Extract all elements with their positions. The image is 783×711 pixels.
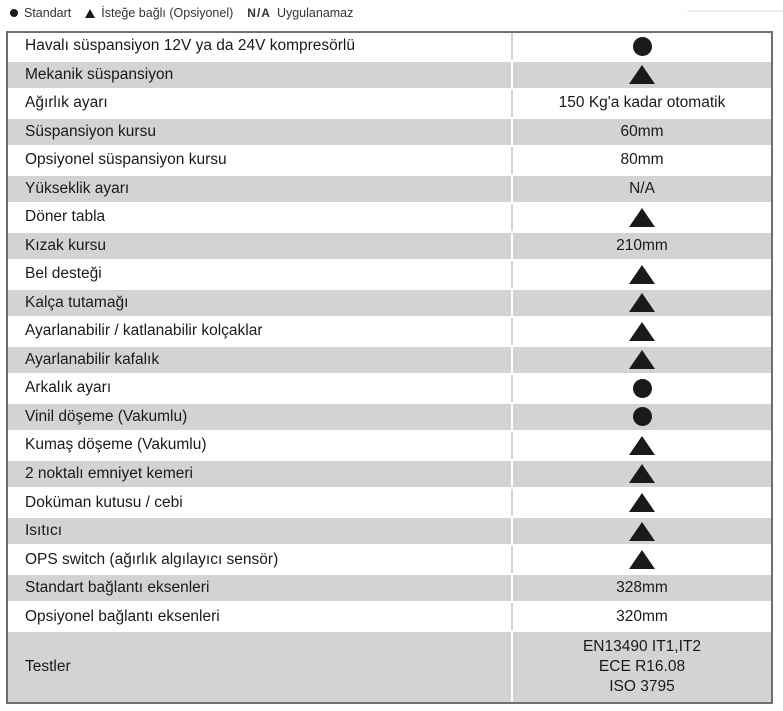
feature-label: Döner tabla bbox=[8, 203, 512, 232]
table-row bbox=[8, 346, 771, 375]
feature-label: Arkalık ayarı bbox=[8, 374, 512, 403]
legend-optional bbox=[85, 6, 233, 20]
feature-value: 328mm bbox=[512, 574, 771, 603]
feature-label: Standart bağlantı eksenleri bbox=[8, 574, 512, 603]
feature-label: OPS switch (ağırlık algılayıcı sensör) bbox=[8, 545, 512, 574]
feature-value bbox=[512, 403, 771, 432]
test-standard: ECE R16.08 bbox=[598, 657, 686, 675]
table-row bbox=[8, 260, 771, 289]
standard-circle-icon bbox=[633, 379, 652, 398]
spec-table-container bbox=[6, 31, 773, 704]
feature-label: Ayarlanabilir / katlanabilir kolçaklar bbox=[8, 317, 512, 346]
optional-triangle-icon bbox=[629, 350, 655, 369]
standard-circle-icon bbox=[633, 37, 652, 56]
tests-row bbox=[8, 631, 771, 702]
feature-value bbox=[512, 317, 771, 346]
feature-label: Süspansiyon kursu bbox=[8, 118, 512, 147]
table-row bbox=[8, 118, 771, 147]
feature-label: 2 noktalı emniyet kemeri bbox=[8, 460, 512, 489]
table-row bbox=[8, 374, 771, 403]
feature-label: Kızak kursu bbox=[8, 232, 512, 261]
legend-divider bbox=[687, 10, 783, 12]
feature-value: 320mm bbox=[512, 602, 771, 631]
filled-circle-icon bbox=[10, 9, 18, 17]
feature-value bbox=[512, 289, 771, 318]
optional-triangle-icon bbox=[629, 65, 655, 84]
optional-triangle-icon bbox=[629, 493, 655, 512]
table-row bbox=[8, 517, 771, 546]
feature-value bbox=[512, 517, 771, 546]
feature-label: Mekanik süspansiyon bbox=[8, 61, 512, 90]
filled-triangle-icon bbox=[85, 9, 95, 18]
legend-na-label: Uygulanamaz bbox=[276, 6, 354, 20]
feature-value bbox=[512, 374, 771, 403]
feature-label: Kalça tutamağı bbox=[8, 289, 512, 318]
optional-triangle-icon bbox=[629, 322, 655, 341]
feature-value bbox=[512, 346, 771, 375]
table-row bbox=[8, 61, 771, 90]
table-row bbox=[8, 289, 771, 318]
optional-triangle-icon bbox=[629, 293, 655, 312]
table-row bbox=[8, 488, 771, 517]
optional-triangle-icon bbox=[629, 550, 655, 569]
table-row bbox=[8, 545, 771, 574]
tests-values bbox=[512, 631, 771, 702]
feature-label: Kumaş döşeme (Vakumlu) bbox=[8, 431, 512, 460]
feature-label: Bel desteği bbox=[8, 260, 512, 289]
legend-standard bbox=[10, 6, 71, 20]
table-row bbox=[8, 574, 771, 603]
spec-table-body bbox=[8, 33, 771, 702]
optional-triangle-icon bbox=[629, 522, 655, 541]
feature-label: Opsiyonel bağlantı eksenleri bbox=[8, 602, 512, 631]
table-row bbox=[8, 403, 771, 432]
feature-label: Isıtıcı bbox=[8, 517, 512, 546]
table-row bbox=[8, 146, 771, 175]
feature-label: Ayarlanabilir kafalık bbox=[8, 346, 512, 375]
feature-value bbox=[512, 260, 771, 289]
standard-circle-icon bbox=[633, 407, 652, 426]
legend bbox=[10, 4, 367, 22]
legend-optional-label: İsteğe bağlı (Opsiyonel) bbox=[101, 6, 234, 20]
feature-value bbox=[512, 488, 771, 517]
table-row bbox=[8, 33, 771, 61]
table-row bbox=[8, 317, 771, 346]
feature-value bbox=[512, 545, 771, 574]
table-row bbox=[8, 89, 771, 118]
feature-value bbox=[512, 203, 771, 232]
feature-value bbox=[512, 460, 771, 489]
feature-value bbox=[512, 431, 771, 460]
optional-triangle-icon bbox=[629, 265, 655, 284]
na-symbol: N/A bbox=[247, 6, 271, 20]
table-row bbox=[8, 232, 771, 261]
feature-label: Ağırlık ayarı bbox=[8, 89, 512, 118]
feature-label: Opsiyonel süspansiyon kursu bbox=[8, 146, 512, 175]
test-standard: EN13490 IT1,IT2 bbox=[582, 637, 702, 655]
feature-label: Doküman kutusu / cebi bbox=[8, 488, 512, 517]
optional-triangle-icon bbox=[629, 208, 655, 227]
feature-value bbox=[512, 33, 771, 61]
optional-triangle-icon bbox=[629, 436, 655, 455]
feature-value: 80mm bbox=[512, 146, 771, 175]
tests-label: Testler bbox=[8, 631, 512, 702]
feature-value: N/A bbox=[512, 175, 771, 204]
table-row bbox=[8, 203, 771, 232]
feature-value: 150 Kg'a kadar otomatik bbox=[512, 89, 771, 118]
feature-value: 210mm bbox=[512, 232, 771, 261]
table-row bbox=[8, 175, 771, 204]
legend-not-applicable bbox=[247, 6, 353, 20]
table-row bbox=[8, 431, 771, 460]
feature-label: Vinil döşeme (Vakumlu) bbox=[8, 403, 512, 432]
feature-label: Havalı süspansiyon 12V ya da 24V kompresörlü bbox=[8, 33, 512, 61]
feature-value bbox=[512, 61, 771, 90]
feature-value: 60mm bbox=[512, 118, 771, 147]
feature-label: Yükseklik ayarı bbox=[8, 175, 512, 204]
table-row bbox=[8, 460, 771, 489]
optional-triangle-icon bbox=[629, 464, 655, 483]
table-row bbox=[8, 602, 771, 631]
test-standard: ISO 3795 bbox=[609, 677, 675, 695]
legend-standard-label: Standart bbox=[24, 6, 72, 20]
spec-table bbox=[8, 33, 771, 702]
